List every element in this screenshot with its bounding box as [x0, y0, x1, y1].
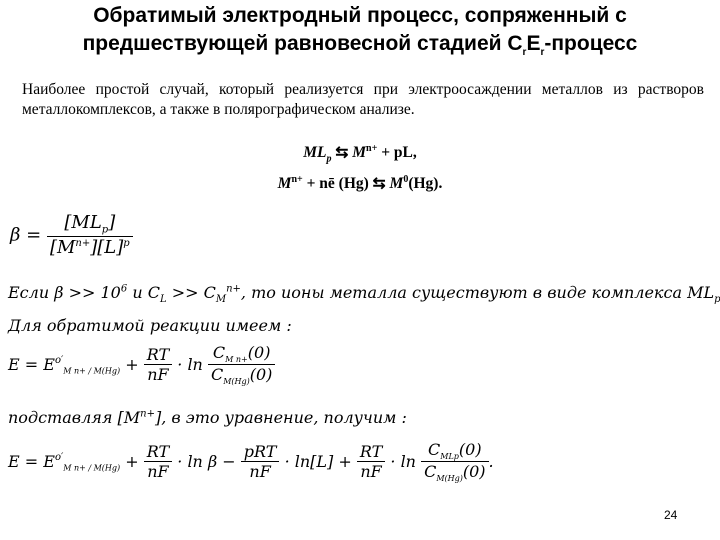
nernst-equation-1: $E = E^{o'}_{M n+ / M(Hg)}$ + $\frac{RT}{nF}$ · ln $\frac{C_{M n+}(0)}{C_{M(Hg)}(0)}$ [8, 343, 275, 386]
title-line-1: Обратимый электродный процесс, сопряженный с [93, 4, 627, 27]
title-line-2: предшествующей равновесной стадией $С_rЕ_r$-процесс [82, 32, 638, 59]
nernst-equation-2: $E = E^{o'}_{M n+ / M(Hg)}$ + $\frac{RT}{nF}$ · ln β − $\frac{\text{pRT}}{nF}$ · ln[L] + $\frac{RT}{nF}$ · ln $\frac{C_{MLp}(0)}{C_{M(Hg)}(0)}$ . [8, 440, 494, 484]
reaction-2: $M^{n+}$ + nē (Hg) ⇆ $M^0(Hg)$. [277, 174, 443, 193]
intro-paragraph: Наиболее простой случай, который реализуется при электроосаждении металлов из растворов металлокомплексов, а также в полярографическом анализе. [22, 81, 704, 118]
reaction-1: $ML_p$ ⇆ $M^{n+}$ + pL, [303, 143, 417, 165]
slide-title [0, 2, 720, 67]
reversible-line: Для обратимой реакции имеем : [8, 316, 292, 335]
reaction-equations [0, 138, 720, 194]
beta-formula: β = $\frac{[ML_p]}{[M^{n+}][L]^p}$ [10, 212, 133, 258]
substitute-line: подставляя $[M^{n+}]$, в это уравнение, получим : [8, 408, 407, 427]
condition-line: Если $\beta >> 10^6$ и $C_L >> C_M^{n+}$, то ионы металла существуют в виде комплекса $ML_p$ [8, 283, 720, 306]
page-number: 24 [664, 508, 678, 522]
